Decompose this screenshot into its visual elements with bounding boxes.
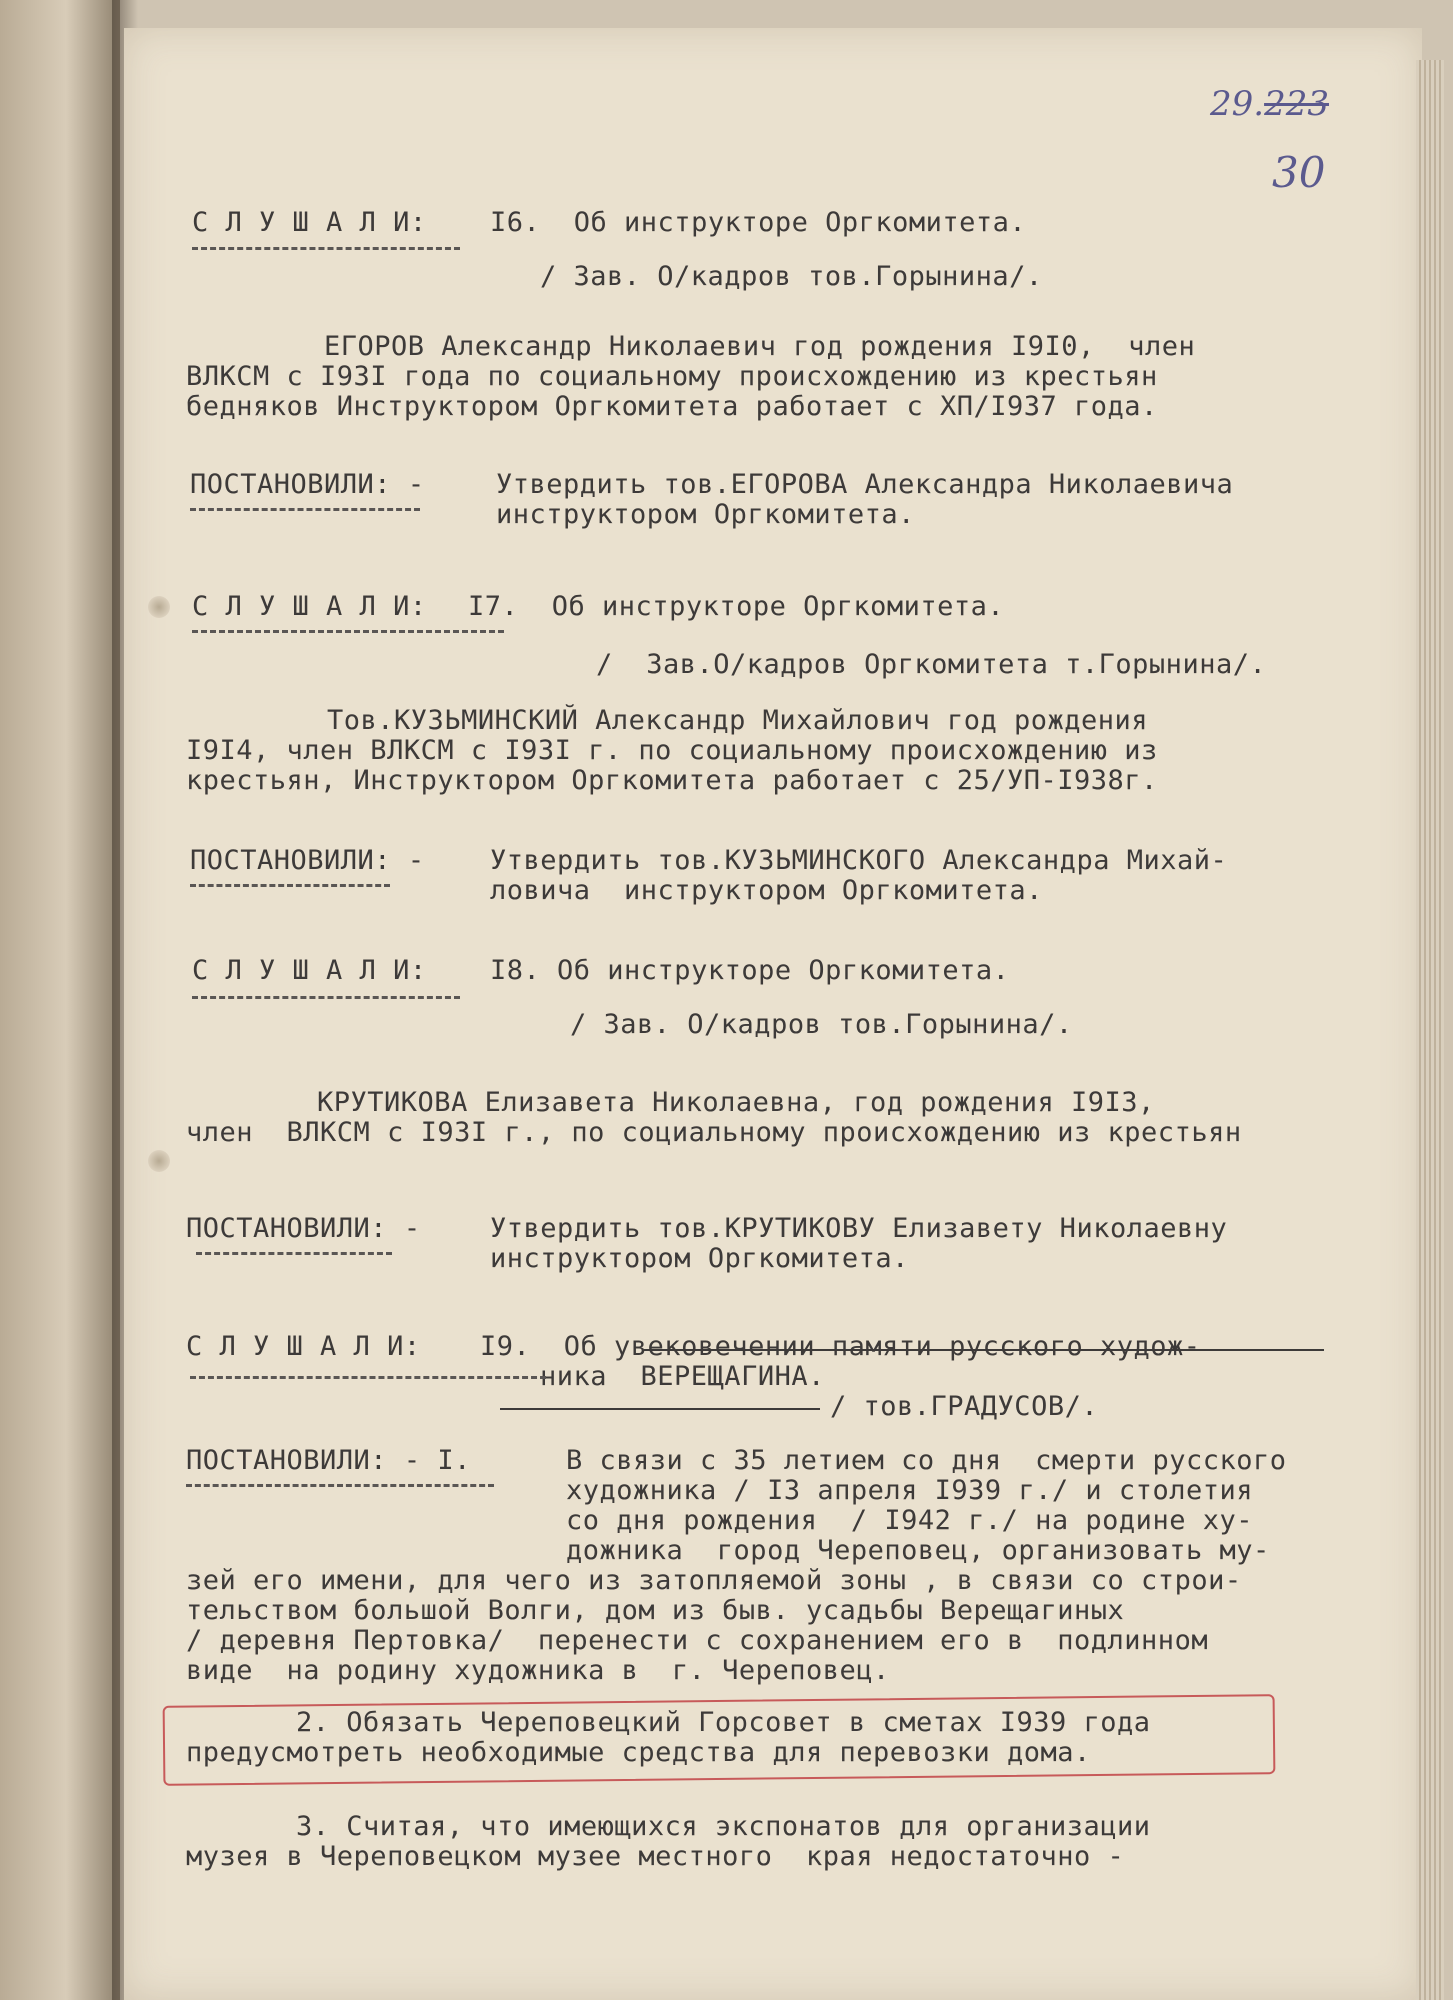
- resolved-line: / деревня Пертовка/ перенести с сохранением его в подлинном: [186, 1625, 1209, 1656]
- reporter-16: / Зав. О/кадров тов.Горынина/.: [540, 261, 1043, 292]
- underline: [196, 1252, 392, 1255]
- point-3-line: музея в Череповецком музее местного края недостаточно -: [186, 1841, 1125, 1872]
- page-number-top: 29.223: [1210, 84, 1329, 124]
- heard-text-18: I8. Об инструкторе Оргкомитета.: [490, 955, 1010, 986]
- heard-label-19: С Л У Ш А Л И:: [186, 1331, 421, 1362]
- reporter-19: / тов.ГРАДУСОВ/.: [830, 1391, 1099, 1422]
- heard-text-19-cont: ника ВЕРЕЩАГИНА.: [540, 1361, 825, 1392]
- underline: [190, 1376, 546, 1379]
- body-line: Тов.КУЗЬМИНСКИЙ Александр Михайлович год рождения: [260, 705, 1149, 736]
- body-line: член ВЛКСМ с I93I г., по социальному происхождению из крестьян: [186, 1117, 1242, 1148]
- reporter-18: / Зав. О/кадров тов.Горынина/.: [570, 1009, 1073, 1040]
- underline: [190, 508, 420, 511]
- resolved-line: художника / I3 апреля I939 г./ и столетия: [566, 1475, 1253, 1506]
- resolved-line: инструктором Оргкомитета.: [496, 499, 915, 530]
- heard-text-16: I6. Об инструкторе Оргкомитета.: [490, 207, 1027, 238]
- resolved-label-19: ПОСТАНОВИЛИ: - I.: [186, 1445, 471, 1476]
- page-stack-edge: [1416, 60, 1444, 2000]
- resolved-line: зей его имени, для чего из затопляемой зоны , в связи со строи-: [186, 1565, 1242, 1596]
- heard-text-19: I9. Об увековечении памяти русского худож-: [480, 1331, 1201, 1362]
- point-2-line: 2. Обязать Череповецкий Горсовет в сметах I939 года: [296, 1707, 1151, 1738]
- resolved-line: Утвердить тов.КУЗЬМИНСКОГО Александра Михай-: [490, 845, 1228, 876]
- body-line: бедняков Инструктором Оргкомитета работает с XП/I937 года.: [186, 391, 1158, 422]
- page-number-current: 30: [1272, 148, 1326, 197]
- resolved-line: Утвердить тов.ЕГОРОВА Александра Николаевича: [496, 469, 1234, 500]
- body-line: ЕГОРОВ Александр Николаевич год рождения I9I0, член: [324, 331, 1196, 362]
- binder-hole: [148, 1150, 170, 1172]
- strike-line: [644, 1349, 1324, 1351]
- resolved-line: тельством большой Волги, дом из быв. усадьбы Верещагиных: [186, 1595, 1125, 1626]
- point-3-line: 3. Считая, что имеющихся экспонатов для организации: [296, 1811, 1151, 1842]
- resolved-line: ловича инструктором Оргкомитета.: [490, 875, 1043, 906]
- point-2-line: предусмотреть необходимые средства для перевозки дома.: [186, 1737, 1091, 1768]
- left-page-edge: [0, 0, 120, 2000]
- underline: [192, 996, 460, 999]
- heard-label-17: С Л У Ш А Л И:: [192, 591, 427, 622]
- heard-label-16: С Л У Ш А Л И:: [192, 207, 427, 238]
- resolved-line: Утвердить тов.КРУТИКОВУ Елизавету Николаевну: [490, 1213, 1228, 1244]
- resolved-label-16: ПОСТАНОВИЛИ: -: [190, 469, 425, 500]
- binder-hole: [148, 596, 170, 618]
- resolved-label-18: ПОСТАНОВИЛИ: -: [186, 1213, 421, 1244]
- underline: [192, 630, 504, 633]
- resolved-line: дожника город Череповец, организовать му-: [566, 1535, 1270, 1566]
- strike-line: [500, 1408, 820, 1410]
- underline: [192, 247, 460, 250]
- body-line: I9I4, член ВЛКСМ с I93I г. по социальному происхождению из: [186, 735, 1158, 766]
- heard-text-17: I7. Об инструкторе Оргкомитета.: [468, 591, 1005, 622]
- body-line: крестьян, Инструктором Оргкомитета работает с 25/УП-I938г.: [186, 765, 1158, 796]
- underline: [190, 884, 390, 887]
- body-line: ВЛКСМ с I93I года по социальному происхождению из крестьян: [186, 361, 1158, 392]
- resolved-line: со дня рождения / I942 г./ на родине ху-: [566, 1505, 1253, 1536]
- resolved-line: инструктором Оргкомитета.: [490, 1243, 909, 1274]
- resolved-label-17: ПОСТАНОВИЛИ: -: [190, 845, 425, 876]
- resolved-line: виде на родину художника в г. Череповец.: [186, 1655, 890, 1686]
- reporter-17: / Зав.О/кадров Оргкомитета т.Горынина/.: [596, 649, 1267, 680]
- heard-label-18: С Л У Ш А Л И:: [192, 955, 427, 986]
- resolved-line: В связи с 35 летием со дня смерти русского: [566, 1445, 1287, 1476]
- page-number-struck: 223: [1264, 84, 1329, 124]
- body-line: КРУТИКОВА Елизавета Николаевна, год рождения I9I3,: [250, 1087, 1155, 1118]
- underline: [186, 1484, 494, 1487]
